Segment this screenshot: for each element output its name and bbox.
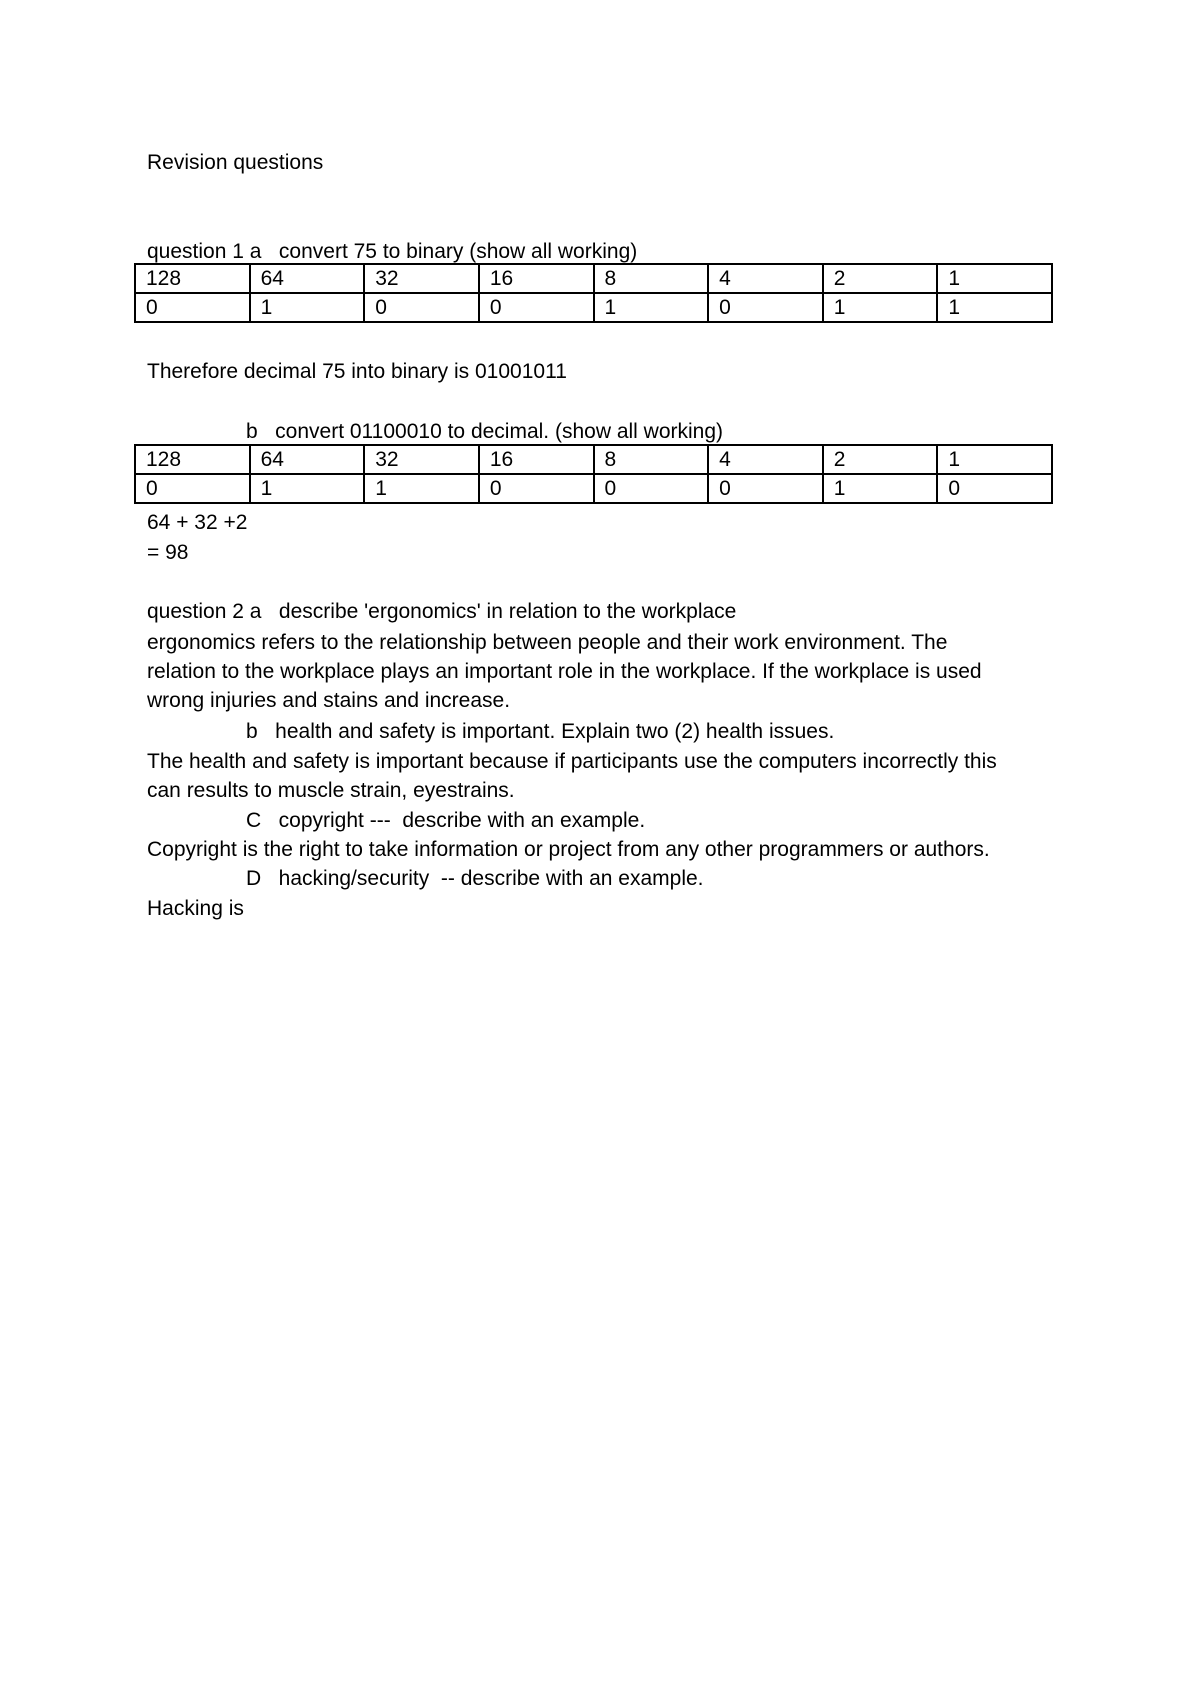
- binary-table-75: [134, 263, 1053, 323]
- question-2a-prompt: question 2 a describe 'ergonomics' in relation to the workplace: [147, 600, 737, 623]
- table-cell: 128: [135, 264, 250, 293]
- table-cell: 1: [364, 474, 479, 503]
- table-cell: 1: [250, 293, 365, 322]
- table-row: [135, 474, 1052, 503]
- table-cell: 16: [479, 264, 594, 293]
- table-cell: 2: [823, 445, 938, 474]
- answer-line: relation to the workplace plays an important role in the workplace. If the workplace is used: [147, 660, 982, 683]
- question-2c-prompt: C copyright --- describe with an example.: [246, 809, 646, 832]
- question-1b-working: 64 + 32 +2: [147, 511, 248, 534]
- table-cell: 64: [250, 264, 365, 293]
- table-cell: 4: [708, 445, 823, 474]
- question-1b-answer: = 98: [147, 541, 189, 564]
- question-2c-answer: Copyright is the right to take information or project from any other programmers or authors.: [147, 838, 990, 861]
- table-cell: 0: [364, 293, 479, 322]
- table-cell: 4: [708, 264, 823, 293]
- question-1a-prompt: question 1 a convert 75 to binary (show all working): [147, 240, 638, 263]
- table-cell: 1: [250, 474, 365, 503]
- table-cell: 0: [708, 474, 823, 503]
- table-cell: 0: [135, 293, 250, 322]
- table-cell: 0: [937, 474, 1052, 503]
- table-cell: 1: [823, 474, 938, 503]
- table-cell: 128: [135, 445, 250, 474]
- answer-line: wrong injuries and stains and increase.: [147, 689, 511, 712]
- table-cell: 32: [364, 264, 479, 293]
- answer-line: The health and safety is important because if participants use the computers incorrectly this: [147, 750, 997, 773]
- table-cell: 1: [594, 293, 709, 322]
- question-2d-prompt: D hacking/security -- describe with an example.: [246, 867, 704, 890]
- table-cell: 8: [594, 264, 709, 293]
- binary-table-decimal: [134, 444, 1053, 504]
- question-2b-answer: [147, 747, 1077, 805]
- table-cell: 1: [823, 293, 938, 322]
- page-title: Revision questions: [147, 151, 324, 174]
- table-cell: 1: [937, 293, 1052, 322]
- question-1a-result: Therefore decimal 75 into binary is 01001011: [147, 360, 567, 383]
- question-2a-answer: [147, 628, 1077, 715]
- table-cell: 0: [708, 293, 823, 322]
- question-1b-prompt: b convert 01100010 to decimal. (show all working): [246, 420, 724, 443]
- table-cell: 1: [937, 264, 1052, 293]
- answer-line: ergonomics refers to the relationship between people and their work environment. The: [147, 631, 948, 654]
- question-2b-prompt: b health and safety is important. Explain two (2) health issues.: [246, 720, 835, 743]
- table-cell: 16: [479, 445, 594, 474]
- table-cell: 1: [937, 445, 1052, 474]
- table-cell: 32: [364, 445, 479, 474]
- table-cell: 64: [250, 445, 365, 474]
- table-row: [135, 293, 1052, 322]
- question-2d-answer: Hacking is: [147, 897, 244, 920]
- table-header-row: [135, 264, 1052, 293]
- table-cell: 0: [479, 474, 594, 503]
- table-cell: 8: [594, 445, 709, 474]
- table-cell: 0: [479, 293, 594, 322]
- table-cell: 0: [594, 474, 709, 503]
- table-cell: 0: [135, 474, 250, 503]
- table-header-row: [135, 445, 1052, 474]
- table-cell: 2: [823, 264, 938, 293]
- answer-line: can results to muscle strain, eyestrains.: [147, 779, 515, 802]
